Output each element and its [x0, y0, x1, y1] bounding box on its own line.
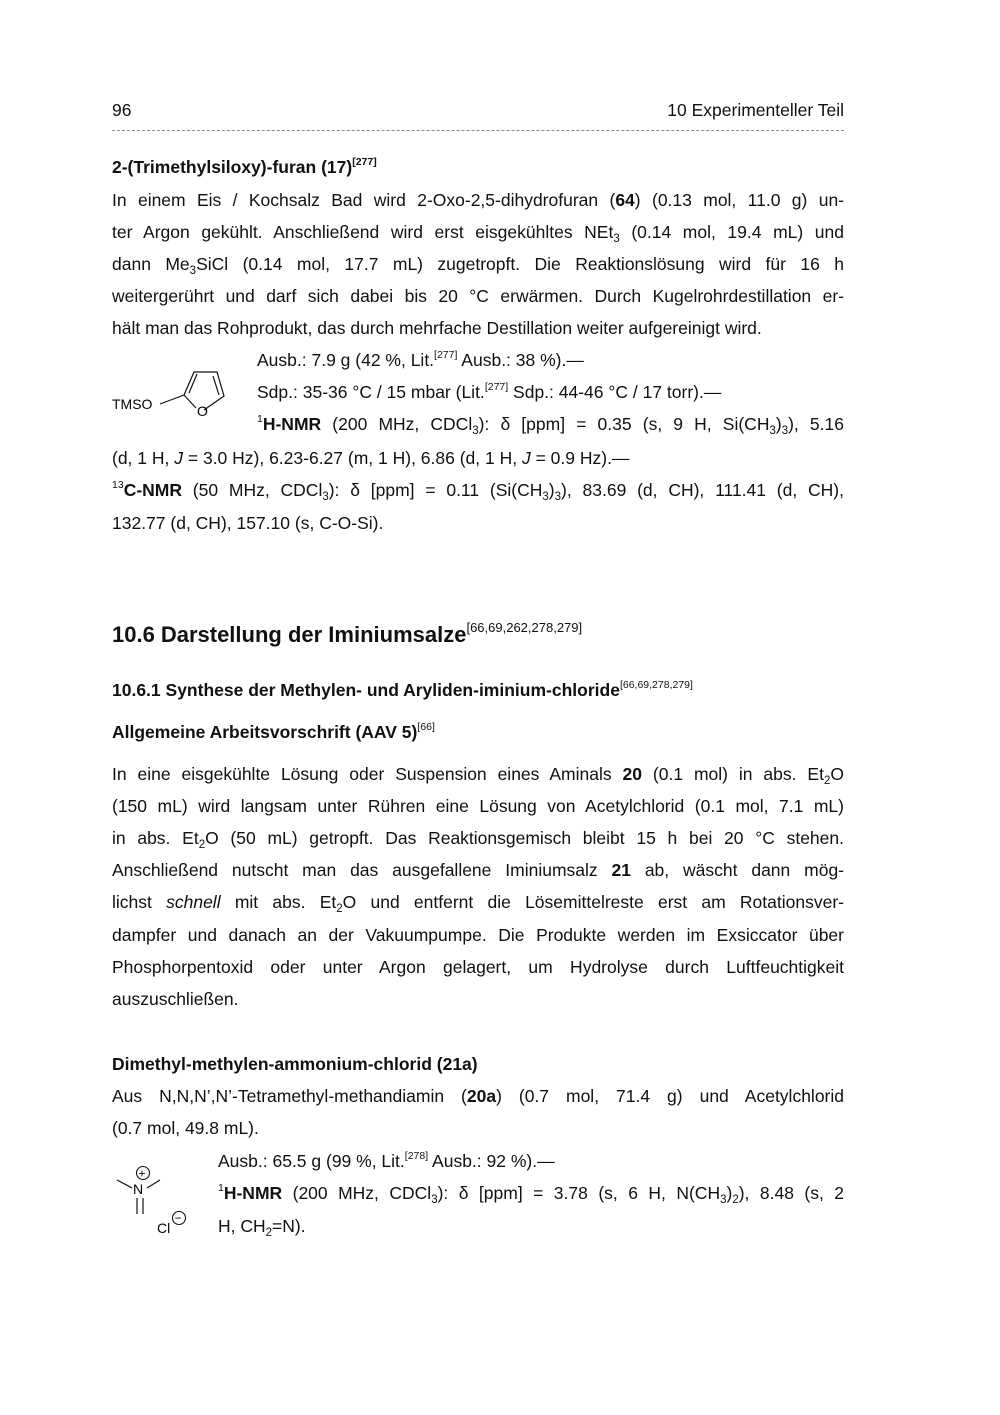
- compound-17-title: 2-(Trimethylsiloxy)-furan (17)[277]: [112, 156, 377, 177]
- compound-21a-hnmr-line-1: $^1$H-NMR (200 MHz, CDCl$_3$): δ [ppm] = 3.78 (s, 6 H, $N(CH_3)_2$), 8.48 (s, 2: [218, 1182, 845, 1206]
- aav-line-3: in abs. $Et_2O$ (50 mL) getropft. Das Reaktionsgemisch bleibt 15 h bei 20 °C stehen.: [112, 828, 844, 851]
- subsection-heading: 10.6.1 Synthese der Methylen- und Aryliden-iminium-chloride[66,69,278,279]: [112, 679, 693, 700]
- chloride-label: Cl: [157, 1220, 171, 1236]
- aav-line-5: lichst schnell mit abs. $Et_2O$ und entfernt die Lösemittelreste erst am Rotationsver-: [112, 892, 844, 915]
- page-number: 96: [112, 100, 132, 120]
- compound-17-para-line-2: ter Argon gekühlt. Anschließend wird erst eisgekühltes NEt$_3$ (0.14 mol, 19.4 mL) und: [112, 222, 845, 245]
- aav-line-8: auszuschließen.: [112, 989, 239, 1009]
- header-rule: [112, 130, 844, 131]
- compound-17-cnmr-line-2: 132.77 (d, CH), 157.10 (s, C-O-Si).: [112, 513, 384, 533]
- compound-17-cnmr-line-1: $^{13}$C-NMR (50 MHz, CDCl$_3$): δ [ppm] = 0.11 $(Si(CH_3)_3)$, 83.69 (d, CH), 111.41 (d, CH),: [112, 479, 844, 503]
- compound-17-para-line-1: In einem Eis / Kochsalz Bad wird 2-Oxo-2,5-dihydrofuran (64) (0.13 mol, 11.0 g) un-: [112, 190, 845, 210]
- compound-17-hnmr-line-1: $^1$H-NMR (200 MHz, CDCl$_3$): δ [ppm] = 0.35 (s, 9 H, $Si(CH_3)_3$), 5.16: [257, 413, 844, 437]
- compound-21a-line-2: (0.7 mol, 49.8 mL).: [112, 1118, 259, 1138]
- compound-17-para-line-5: hält man das Rohprodukt, das durch mehrfache Destillation weiter aufgereinigt wird.: [112, 318, 762, 338]
- compound-21a-title: Dimethyl-methylen-ammonium-chlorid (21a): [112, 1054, 478, 1074]
- aav-line-7: Phosphorpentoxid oder unter Argon gelagert, um Hydrolyse durch Luftfeuchtigkeit: [112, 957, 844, 977]
- aav-line-2: (150 mL) wird langsam unter Rühren eine Lösung von Acetylchlorid (0.1 mol, 7.1 mL): [112, 796, 844, 816]
- aav-line-4: Anschließend nutscht man das ausgefallene Iminiumsalz 21 ab, wäscht dann mög-: [112, 860, 844, 880]
- compound-17-boiling-point: Sdp.: 35-36 °C / 15 mbar (Lit.[277] Sdp.: 44-46 °C / 17 torr).—: [257, 381, 722, 402]
- negative-charge-sign: −: [174, 1211, 182, 1225]
- compound-21a-hnmr-line-2: H, $CH_2=N$).: [218, 1216, 306, 1239]
- compound-17-yield: Ausb.: 7.9 g (42 %, Lit.[277] Ausb.: 38 %).—: [257, 349, 584, 370]
- running-header: 10 Experimenteller Teil: [667, 100, 844, 120]
- tmso-label: TMSO: [112, 396, 153, 412]
- tmso-bond: [160, 395, 184, 404]
- aav-line-1: In eine eisgekühlte Lösung oder Suspension eines Aminals 20 (0.1 mol) in abs. $Et_2O$: [112, 764, 844, 787]
- section-heading: 10.6 Darstellung der Iminiumsalze[66,69,262,278,279]: [112, 620, 583, 647]
- furan-structure: [112, 360, 242, 422]
- iminium-structure: [112, 1158, 192, 1240]
- compound-21a-line-1: Aus N,N,N’,N’-Tetramethyl-methandiamin (20a) (0.7 mol, 71.4 g) und Acetylchlorid: [112, 1086, 844, 1106]
- aav-line-6: dampfer und danach an der Vakuumpumpe. Die Produkte werden im Exsiccator über: [112, 925, 844, 945]
- aav-heading: Allgemeine Arbeitsvorschrift (AAV 5)[66]: [112, 721, 435, 742]
- compound-17-hnmr-line-2: (d, 1 H, J = 3.0 Hz), 6.23-6.27 (m, 1 H), 6.86 (d, 1 H, J = 0.9 Hz).—: [112, 448, 630, 468]
- compound-17-para-line-3: dann $Me_3SiCl$ (0.14 mol, 17.7 mL) zugetropft. Die Reaktionslösung wird für 16 h: [112, 254, 844, 277]
- furan-oxygen: O: [197, 403, 208, 419]
- positive-charge-sign: +: [138, 1166, 146, 1181]
- nitrogen-label: N: [133, 1181, 144, 1197]
- compound-21a-yield: Ausb.: 65.5 g (99 %, Lit.[278] Ausb.: 92 %).—: [218, 1150, 555, 1171]
- compound-17-para-line-4: weitergerührt und darf sich dabei bis 20 °C erwärmen. Durch Kugelrohrdestillation er-: [112, 286, 844, 306]
